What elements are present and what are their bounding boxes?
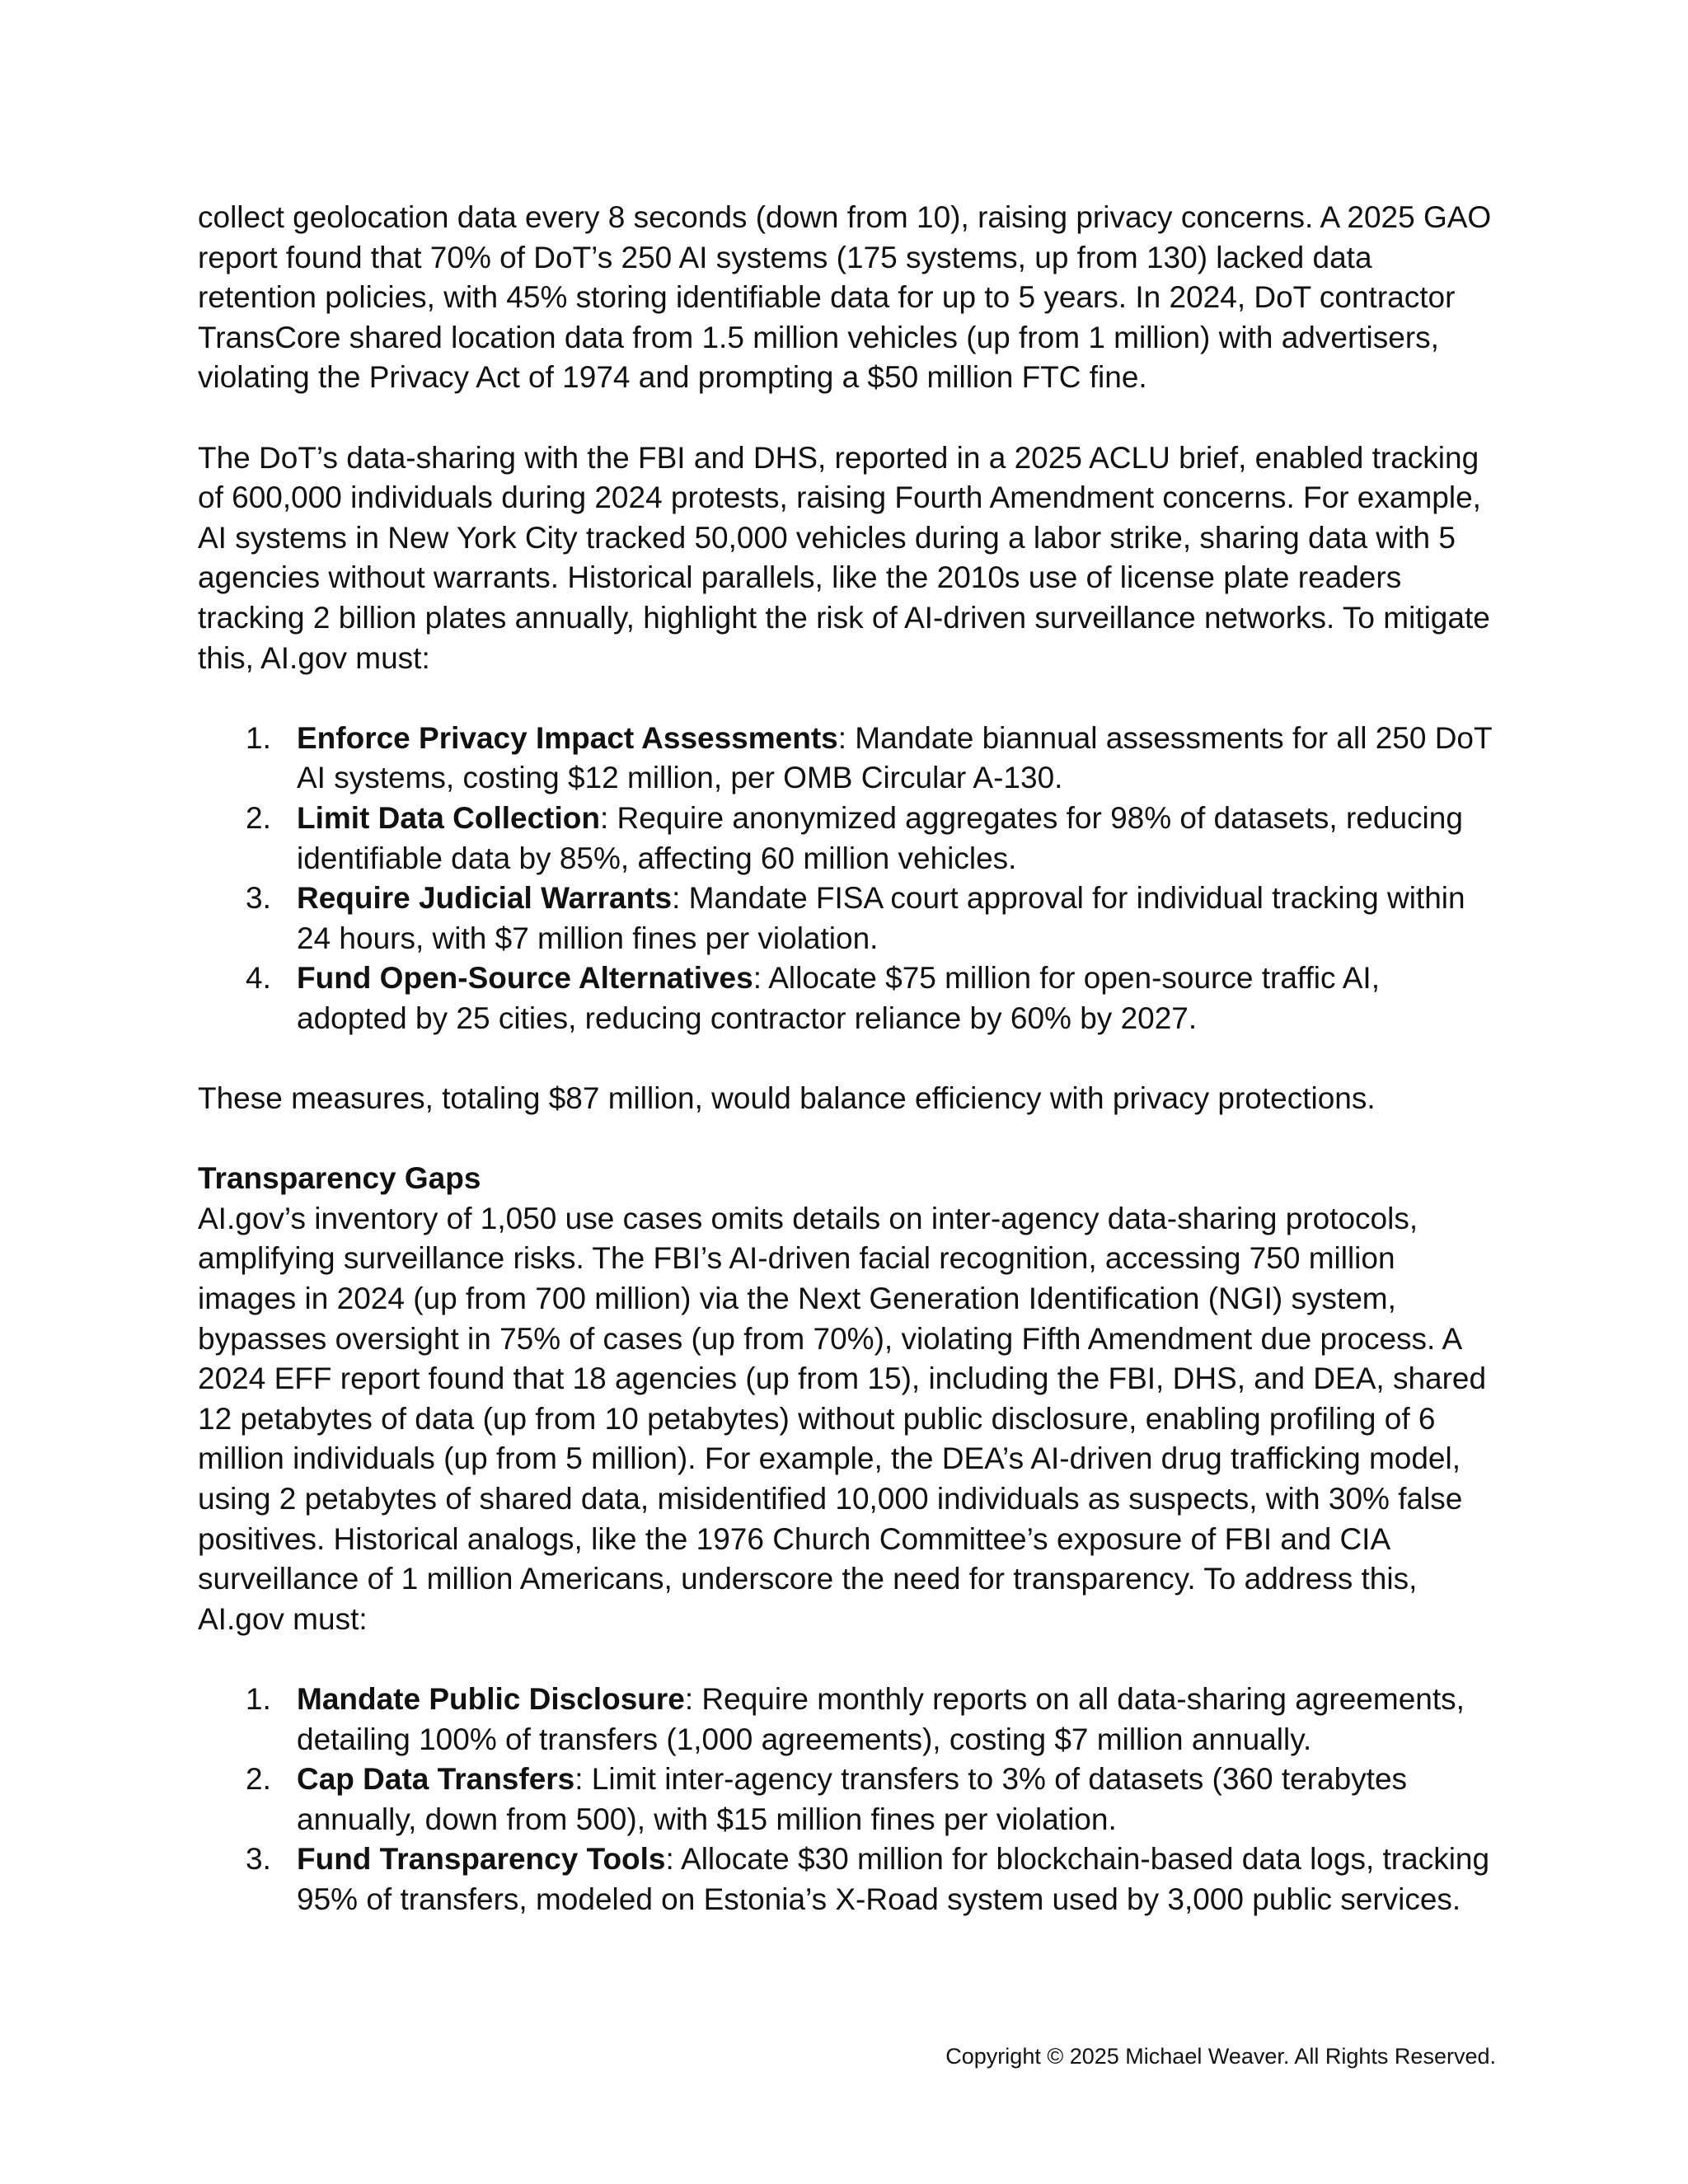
list-item-term: Cap Data Transfers <box>297 1762 575 1797</box>
list-item-text: : Mandate biannual assessments for all 250 DoT AI systems, costing $12 million, per OMB Circular A-130. <box>297 720 1492 795</box>
list-number: 1. <box>246 720 271 755</box>
transparency-recommendations-list <box>198 1680 1496 1920</box>
list-item-term: Mandate Public Disclosure <box>297 1681 685 1716</box>
list-number: 3. <box>246 1842 271 1877</box>
list-item-text: : Allocate $30 million for blockchain-based data logs, tracking 95% of transfers, modeled on Estonia’s X-Road system used by 3,000 public services. <box>297 1842 1490 1916</box>
list-item-term: Require Judicial Warrants <box>297 881 673 916</box>
list-number: 2. <box>246 1762 271 1797</box>
document-page <box>198 198 1496 1960</box>
list-item-term: Fund Transparency Tools <box>297 1842 666 1877</box>
list-item-text: : Require monthly reports on all data-sharing agreements, detailing 100% of transfers (1,000 agreements), costing $7 million annually. <box>297 1681 1465 1756</box>
list-number: 3. <box>246 881 271 916</box>
paragraph-measures-total: These measures, totaling $87 million, would balance efficiency with privacy protections. <box>198 1081 1376 1116</box>
list-number: 4. <box>246 961 271 996</box>
list-item <box>198 958 1496 1038</box>
list-item-text: : Require anonymized aggregates for 98% of datasets, reducing identifiable data by 85%, affecting 60 million vehicles. <box>297 800 1463 875</box>
paragraph-transparency: AI.gov’s inventory of 1,050 use cases omits details on inter-agency data-sharing protocols, amplifying surveillance risks. The FBI’s AI-driven facial recognition, accessing 750 million images in 2024 (up from 700 million) via the Next Generation Identification (NGI) system, bypasses oversight in 75% of cases (up from 70%), violating Fifth Amendment due process. A 2024 EFF report found that 18 agencies (up from 15), including the FBI, DHS, and DEA, shared 12 petabytes of data (up from 10 petabytes) without public disclosure, enabling profiling of 6 million individuals (up from 5 million). For example, the DEA’s AI-driven drug trafficking model, using 2 petabytes of shared data, misidentified 10,000 individuals as suspects, with 30% false positives. Historical analogs, like the 1976 Church Committee’s exposure of FBI and CIA surveillance of 1 million Americans, underscore the need for transparency. To address this, AI.gov must: <box>198 1201 1487 1636</box>
paragraph-geolocation: collect geolocation data every 8 seconds (down from 10), raising privacy concerns. A 2025 GAO report found that 70% of DoT’s 250 AI systems (175 systems, up from 130) lacked data retention policies, with 45% storing identifiable data for up to 5 years. In 2024, DoT contractor TransCore shared location data from 1.5 million vehicles (up from 1 million) with advertisers, violating the Privacy Act of 1974 and prompting a $50 million FTC fine. <box>198 200 1492 395</box>
list-item <box>198 799 1496 879</box>
list-item-term: Limit Data Collection <box>297 800 600 835</box>
list-item <box>198 1680 1496 1760</box>
list-item-text: : Mandate FISA court approval for individual tracking within 24 hours, with $7 million fines per violation. <box>297 881 1465 955</box>
list-item <box>198 879 1496 958</box>
list-item <box>198 1760 1496 1840</box>
list-item-term: Enforce Privacy Impact Assessments <box>297 720 838 755</box>
list-item-text: : Limit inter-agency transfers to 3% of datasets (360 terabytes annually, down from 500), with $15 million fines per violation. <box>297 1762 1408 1836</box>
section-heading: Transparency Gaps <box>198 1161 481 1196</box>
list-number: 1. <box>246 1681 271 1716</box>
list-number: 2. <box>246 800 271 835</box>
copyright-footer: Copyright © 2025 Michael Weaver. All Rights Reserved. <box>945 2044 1496 2069</box>
list-item-term: Fund Open-Source Alternatives <box>297 961 753 996</box>
list-item-text: : Allocate $75 million for open-source traffic AI, adopted by 25 cities, reducing contractor reliance by 60% by 2027. <box>297 961 1380 1035</box>
paragraph-data-sharing: The DoT’s data-sharing with the FBI and DHS, reported in a 2025 ACLU brief, enabled tracking of 600,000 individuals during 2024 protests, raising Fourth Amendment concerns. For example, AI systems in New York City tracked 50,000 vehicles during a labor strike, sharing data with 5 agencies without warrants. Historical parallels, like the 2010s use of license plate readers tracking 2 billion plates annually, highlight the risk of AI-driven surveillance networks. To mitigate this, AI.gov must: <box>198 440 1490 675</box>
list-item <box>198 719 1496 799</box>
privacy-recommendations-list <box>198 719 1496 1039</box>
list-item <box>198 1840 1496 1919</box>
